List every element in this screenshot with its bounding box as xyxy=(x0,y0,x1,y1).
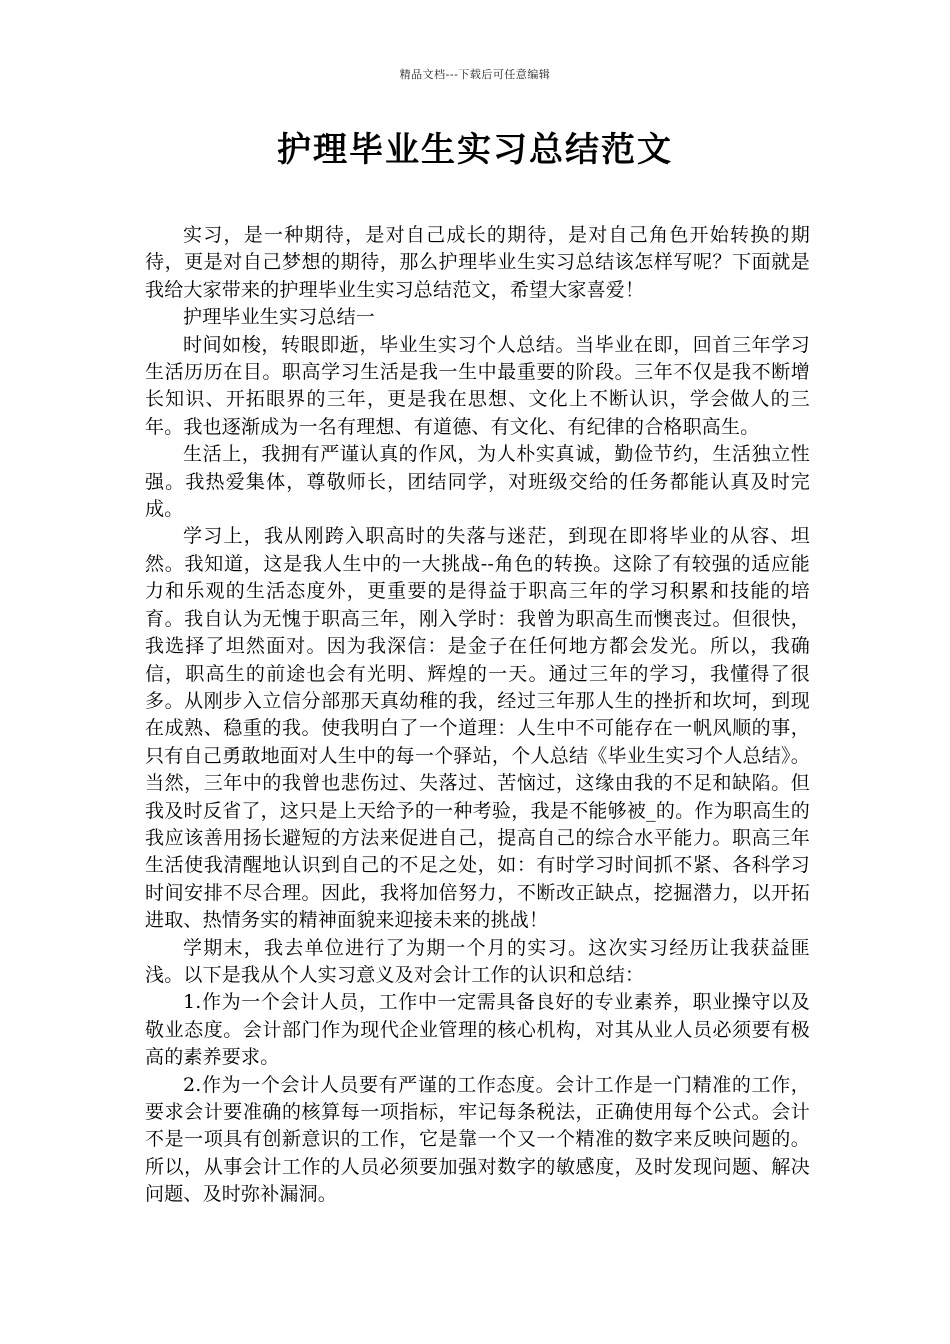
paragraph: 1.作为一个会计人员，工作中一定需具备良好的专业素养，职业操守以及敬业态度。会计部门作为现代企业管理的核心机构，对其从业人员必须要有极高的素养要求。 xyxy=(145,991,810,1069)
section-heading: 护理毕业生实习总结一 xyxy=(183,306,376,329)
document-title: 护理毕业生实习总结范文 xyxy=(277,130,673,170)
page-header: 精品文档---下载后可任意编辑 xyxy=(399,68,551,81)
paragraph: 时间如梭，转眼即逝，毕业生实习个人总结。当毕业在即，回首三年学习生活历历在目。职高学习生活是我一生中最重要的阶段。三年不仅是我不断增长知识、开拓眼界的三年，更是我在思想、文化上不断认识，学会做人的三年。我也逐渐成为一名有理想、有道德、有文化、有纪律的合格职高生。 xyxy=(145,333,810,438)
paragraph: 生活上，我拥有严谨认真的作风，为人朴实真诚，勤俭节约，生活独立性强。我热爱集体，尊敬师长，团结同学，对班级交给的任务都能认真及时完成。 xyxy=(145,443,810,521)
paragraph: 2.作为一个会计人员要有严谨的工作态度。会计工作是一门精准的工作，要求会计要准确的核算每一项指标，牢记每条税法，正确使用每个公式。会计不是一项具有创新意识的工作，它是靠一个又一个精准的数字来反映问题的。所以，从事会计工作的人员必须要加强对数字的敏感度，及时发现问题、解决问题、及时弥补漏洞。 xyxy=(145,1073,810,1206)
paragraph: 学期末，我去单位进行了为期一个月的实习。这次实习经历让我获益匪浅。以下是我从个人实习意义及对会计工作的认识和总结： xyxy=(145,936,810,986)
paragraph-intro: 实习，是一种期待，是对自己成长的期待，是对自己角色开始转换的期待，更是对自己梦想的期待，那么护理毕业生实习总结该怎样写呢？下面就是我给大家带来的护理毕业生实习总结范文，希望大家喜爱！ xyxy=(145,224,810,301)
paragraph: 学习上，我从刚跨入职高时的失落与迷茫，到现在即将毕业的从容、坦然。我知道，这是我人生中的一大挑战--角色的转换。这除了有较强的适应能力和乐观的生活态度外，更重要的是得益于职高三年的学习积累和技能的培育。我自认为无愧于职高三年，刚入学时：我曾为职高生而懊丧过。但很快，我选择了坦然面对。因为我深信：是金子在任何地方都会发光。所以，我确信，职高生的前途也会有光明、辉煌的一天。通过三年的学习，我懂得了很多。从刚步入立信分部那天真幼稚的我，经过三年那人生的挫折和坎坷，到现在成熟、稳重的我。使我明白了一个道理：人生中不可能存在一帆风顺的事，只有自己勇敢地面对人生中的每一个驿站，个人总结《毕业生实习个人总结》。当然，三年中的我曾也悲伤过、失落过、苦恼过，这缘由我的不足和缺陷。但我及时反省了，这只是上天给予的一种考验，我是不能够被_的。作为职高生的我应该善用扬长避短的方法来促进自己，提高自己的综合水平能力。职高三年生活使我清醒地认识到自己的不足之处，如：有时学习时间抓不紧、各科学习时间安排不尽合理。因此，我将加倍努力，不断改正缺点，挖掘潜力，以开拓进取、热情务实的精神面貌来迎接未来的挑战！ xyxy=(145,525,810,932)
document-body xyxy=(145,222,810,1209)
